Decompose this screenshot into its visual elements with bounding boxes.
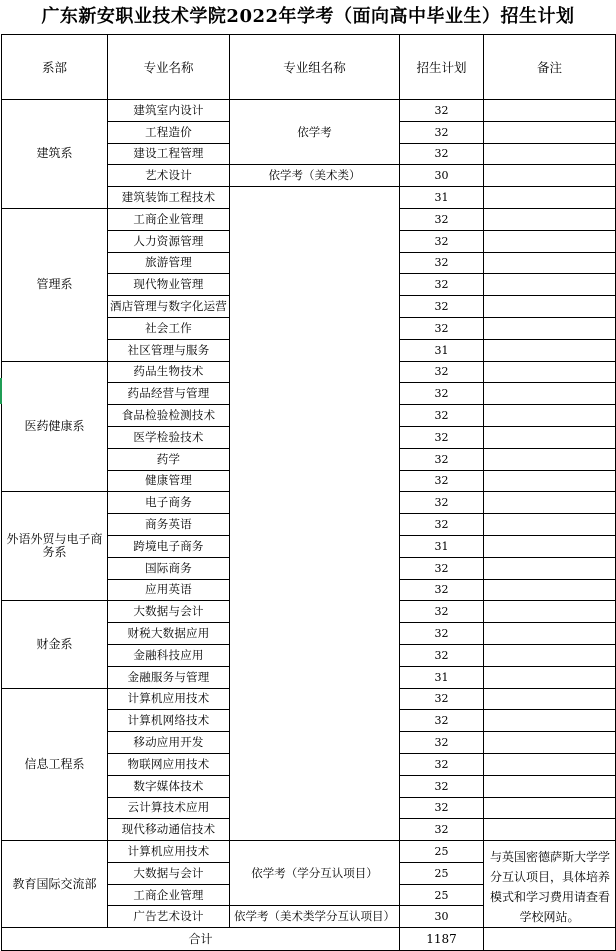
left-edge-marker [0,378,2,404]
note-cell-empty [484,797,616,819]
note-cell-empty [484,274,616,296]
major-cell: 建筑室内设计 [108,100,230,122]
plan-cell: 25 [400,841,484,863]
note-cell-empty [484,492,616,514]
major-cell: 计算机应用技术 [108,841,230,863]
note-line: 分互认项目，具体培养 [490,870,611,885]
plan-cell: 32 [400,448,484,470]
plan-cell: 32 [400,601,484,623]
plan-cell: 31 [400,187,484,209]
plan-cell: 32 [400,383,484,405]
plan-cell: 32 [400,274,484,296]
major-cell: 现代物业管理 [108,274,230,296]
group-cell-blank [230,187,400,841]
dept-cell: 外语外贸与电子商务系 [2,492,108,601]
major-cell: 大数据与会计 [108,862,230,884]
plan-cell: 25 [400,884,484,906]
plan-cell: 32 [400,208,484,230]
total-label: 合计 [2,928,400,951]
table-header-row [2,35,616,100]
plan-cell: 32 [400,426,484,448]
dept-cell: 教育国际交流部 [2,841,108,928]
major-cell: 广告艺术设计 [108,906,230,928]
plan-cell: 32 [400,361,484,383]
header-note: 备注 [484,35,616,100]
table-row [2,841,616,863]
note-line: 与英国密德萨斯大学学 [490,850,611,865]
total-row [2,928,616,951]
major-cell: 物联网应用技术 [108,753,230,775]
major-cell: 健康管理 [108,470,230,492]
major-cell: 商务英语 [108,514,230,536]
plan-cell: 32 [400,579,484,601]
major-cell: 云计算技术应用 [108,797,230,819]
major-cell: 医学检验技术 [108,426,230,448]
dept-cell: 医药健康系 [2,361,108,492]
group-cell: 依学考 [230,100,400,165]
note-cell-empty [484,514,616,536]
major-cell: 社区管理与服务 [108,339,230,361]
plan-cell: 32 [400,143,484,165]
note-cell-empty [484,623,616,645]
note-cell-empty [484,753,616,775]
plan-cell: 31 [400,339,484,361]
header-major: 专业名称 [108,35,230,100]
plan-cell: 32 [400,296,484,318]
plan-cell: 32 [400,252,484,274]
major-cell: 建设工程管理 [108,143,230,165]
major-cell: 食品检验检测技术 [108,405,230,427]
note-cell-empty [484,819,616,841]
group-cell: 依学考（美术类） [230,165,400,187]
page-title: 广东新安职业技术学院2022年学考（面向高中毕业生）招生计划 [41,6,575,27]
major-cell: 大数据与会计 [108,601,230,623]
major-cell: 金融服务与管理 [108,666,230,688]
major-cell: 应用英语 [108,579,230,601]
note-cell-empty [484,644,616,666]
plan-cell: 32 [400,557,484,579]
major-cell: 社会工作 [108,317,230,339]
plan-cell: 32 [400,317,484,339]
plan-cell: 31 [400,666,484,688]
plan-cell: 32 [400,514,484,536]
note-cell-empty [484,230,616,252]
note-cell-empty [484,252,616,274]
header-group: 专业组名称 [230,35,400,100]
plan-cell: 30 [400,165,484,187]
note-cell-empty [484,732,616,754]
dept-cell: 信息工程系 [2,688,108,841]
note-cell-empty [484,448,616,470]
note-cell-empty [484,426,616,448]
note-cell-empty [484,557,616,579]
note-cell-empty [484,601,616,623]
note-cell-empty [484,579,616,601]
plan-cell: 30 [400,906,484,928]
note-cell-empty [484,710,616,732]
table-row [2,100,616,122]
dept-cell: 管理系 [2,208,108,361]
plan-cell: 32 [400,100,484,122]
note-line: 学校网站。 [519,910,580,925]
note-cell-empty [484,775,616,797]
plan-cell: 32 [400,732,484,754]
note-cell-empty [484,165,616,187]
major-cell: 药学 [108,448,230,470]
note-cell [484,841,616,928]
note-cell-empty [484,405,616,427]
note-cell-empty [484,317,616,339]
major-cell: 旅游管理 [108,252,230,274]
note-cell-empty [484,339,616,361]
plan-cell: 32 [400,819,484,841]
note-cell-empty [484,208,616,230]
header-dept: 系部 [2,35,108,100]
note-cell-empty [484,383,616,405]
plan-cell: 32 [400,623,484,645]
plan-cell: 32 [400,775,484,797]
major-cell: 药品生物技术 [108,361,230,383]
header-plan: 招生计划 [400,35,484,100]
note-cell-empty [484,100,616,122]
dept-cell: 财金系 [2,601,108,688]
plan-cell: 32 [400,470,484,492]
major-cell: 计算机应用技术 [108,688,230,710]
note-cell-empty [484,187,616,209]
enrollment-plan-table [1,34,616,951]
plan-cell: 32 [400,405,484,427]
major-cell: 财税大数据应用 [108,623,230,645]
plan-cell: 32 [400,492,484,514]
major-cell: 国际商务 [108,557,230,579]
major-cell: 工商企业管理 [108,884,230,906]
note-cell-empty [484,535,616,557]
plan-cell: 32 [400,121,484,143]
major-cell: 跨境电子商务 [108,535,230,557]
major-cell: 电子商务 [108,492,230,514]
note-cell-empty [484,296,616,318]
major-cell: 酒店管理与数字化运营 [108,296,230,318]
group-cell: 依学考（学分互认项目） [230,841,400,906]
major-cell: 艺术设计 [108,165,230,187]
group-cell: 依学考（美术类学分互认项目） [230,906,400,928]
total-value: 1187 [400,928,484,951]
plan-cell: 25 [400,862,484,884]
major-cell: 药品经营与管理 [108,383,230,405]
plan-cell: 32 [400,230,484,252]
note-cell-empty [484,666,616,688]
major-cell: 移动应用开发 [108,732,230,754]
plan-cell: 32 [400,644,484,666]
major-cell: 现代移动通信技术 [108,819,230,841]
major-cell: 金融科技应用 [108,644,230,666]
major-cell: 计算机网络技术 [108,710,230,732]
major-cell: 人力资源管理 [108,230,230,252]
major-cell: 建筑装饰工程技术 [108,187,230,209]
plan-cell: 32 [400,753,484,775]
major-cell: 工程造价 [108,121,230,143]
note-cell-empty [484,361,616,383]
plan-cell: 32 [400,710,484,732]
note-cell-empty [484,470,616,492]
major-cell: 工商企业管理 [108,208,230,230]
plan-cell: 32 [400,688,484,710]
note-cell-empty [484,143,616,165]
note-cell-empty [484,688,616,710]
note-cell-empty [484,121,616,143]
plan-cell: 32 [400,797,484,819]
major-cell: 数字媒体技术 [108,775,230,797]
dept-cell: 建筑系 [2,100,108,209]
note-line: 模式和学习费用请查看 [490,890,611,905]
plan-cell: 31 [400,535,484,557]
total-note-empty [484,928,616,951]
